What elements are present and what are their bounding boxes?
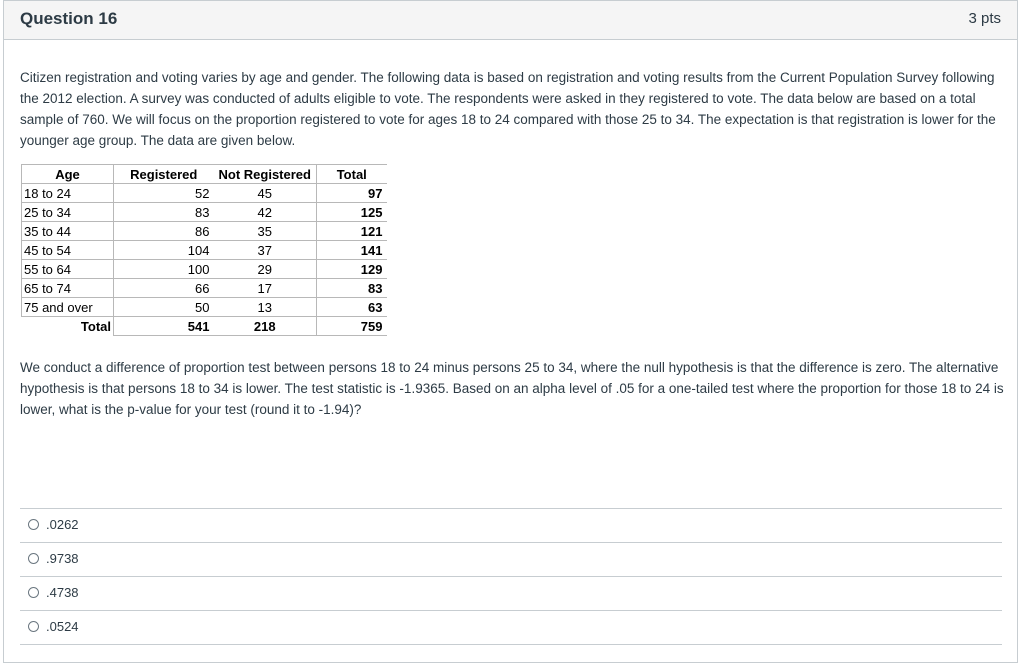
question-header [4, 1, 1017, 40]
cell-not-registered: 37 [214, 241, 317, 260]
answer-option[interactable] [20, 508, 1002, 542]
radio-button[interactable] [28, 621, 39, 632]
cell-total: 63 [317, 298, 387, 317]
answer-option[interactable] [20, 610, 1002, 645]
radio-button[interactable] [28, 519, 39, 530]
cell-total: 97 [317, 184, 387, 203]
cell-not-registered: 17 [214, 279, 317, 298]
answer-label[interactable]: .0262 [46, 517, 79, 532]
cell-total: 121 [317, 222, 387, 241]
header-not-registered: Not Registered [214, 165, 317, 184]
cell-registered: 104 [114, 241, 214, 260]
cell-total: 83 [317, 279, 387, 298]
cell-total: 129 [317, 260, 387, 279]
cell-total: 125 [317, 203, 387, 222]
question-intro [20, 67, 1005, 151]
cell-registered: 52 [114, 184, 214, 203]
answer-label[interactable]: .0524 [46, 619, 79, 634]
cell-total-label: Total [80, 318, 111, 334]
question-title: Question 16 [20, 9, 118, 28]
cell-age: 45 to 54 [22, 241, 114, 260]
cell-not-registered: 29 [214, 260, 317, 279]
cell-grand-total: 759 [317, 317, 387, 336]
answer-option[interactable] [20, 542, 1002, 576]
cell-age: 55 to 64 [22, 260, 114, 279]
radio-button[interactable] [28, 553, 39, 564]
cell-registered: 66 [114, 279, 214, 298]
question-intro-text: Citizen registration and voting varies by age and gender. The following data is based on registration and voting results from the Current Population Survey following the 2012 election. A survey was conducted of adults eligible to vote. The respondents were asked in they registered to vote. The data below are based on a total sample of 760. We will focus on the proportion registered to vote for ages 18 to 24 compared with those 25 to 34. The expectation is that registration is lower for the younger age group. The data are given below. [20, 70, 996, 148]
answer-option[interactable] [20, 576, 1002, 610]
cell-registered: 50 [114, 298, 214, 317]
header-total: Total [317, 165, 387, 184]
cell-total-not-registered: 218 [214, 317, 317, 336]
table-row [22, 184, 387, 203]
cell-age: 75 and over [22, 298, 114, 317]
cell-total: 141 [317, 241, 387, 260]
table-header-row [22, 165, 387, 184]
cell-not-registered: 45 [214, 184, 317, 203]
table-row [22, 298, 387, 317]
cell-not-registered: 35 [214, 222, 317, 241]
cell-age: 35 to 44 [22, 222, 114, 241]
answer-list [20, 508, 1002, 645]
data-table [21, 164, 387, 336]
header-age: Age [22, 165, 114, 184]
table-row [22, 241, 387, 260]
cell-registered: 86 [114, 222, 214, 241]
table-row [22, 260, 387, 279]
radio-button[interactable] [28, 587, 39, 598]
cell-age: 18 to 24 [22, 184, 114, 203]
cell-age: 65 to 74 [22, 279, 114, 298]
question-followup-text: We conduct a difference of proportion test between persons 18 to 24 minus persons 25 to 34, where the null hypothesis is that the difference is zero. The alternative hypothesis is that persons 18 to 34 is lower. The test statistic is -1.9365. Based on an alpha level of .05 for a one-tailed test where the proportion for those 18 to 24 is lower, what is the p-value for your test (round it to -1.94)? [20, 360, 1004, 417]
question-followup [20, 357, 1005, 420]
table-row [22, 279, 387, 298]
answer-label[interactable]: .9738 [46, 551, 79, 566]
table-row [22, 203, 387, 222]
answer-label[interactable]: .4738 [46, 585, 79, 600]
question-card [3, 0, 1018, 663]
header-registered: Registered [114, 165, 214, 184]
cell-age: 25 to 34 [22, 203, 114, 222]
question-points: 3 pts [968, 10, 1001, 27]
cell-not-registered: 13 [214, 298, 317, 317]
cell-registered: 100 [114, 260, 214, 279]
cell-registered: 83 [114, 203, 214, 222]
cell-total-registered: 541 [114, 317, 214, 336]
cell-not-registered: 42 [214, 203, 317, 222]
table-row [22, 222, 387, 241]
table-total-row [22, 317, 387, 336]
